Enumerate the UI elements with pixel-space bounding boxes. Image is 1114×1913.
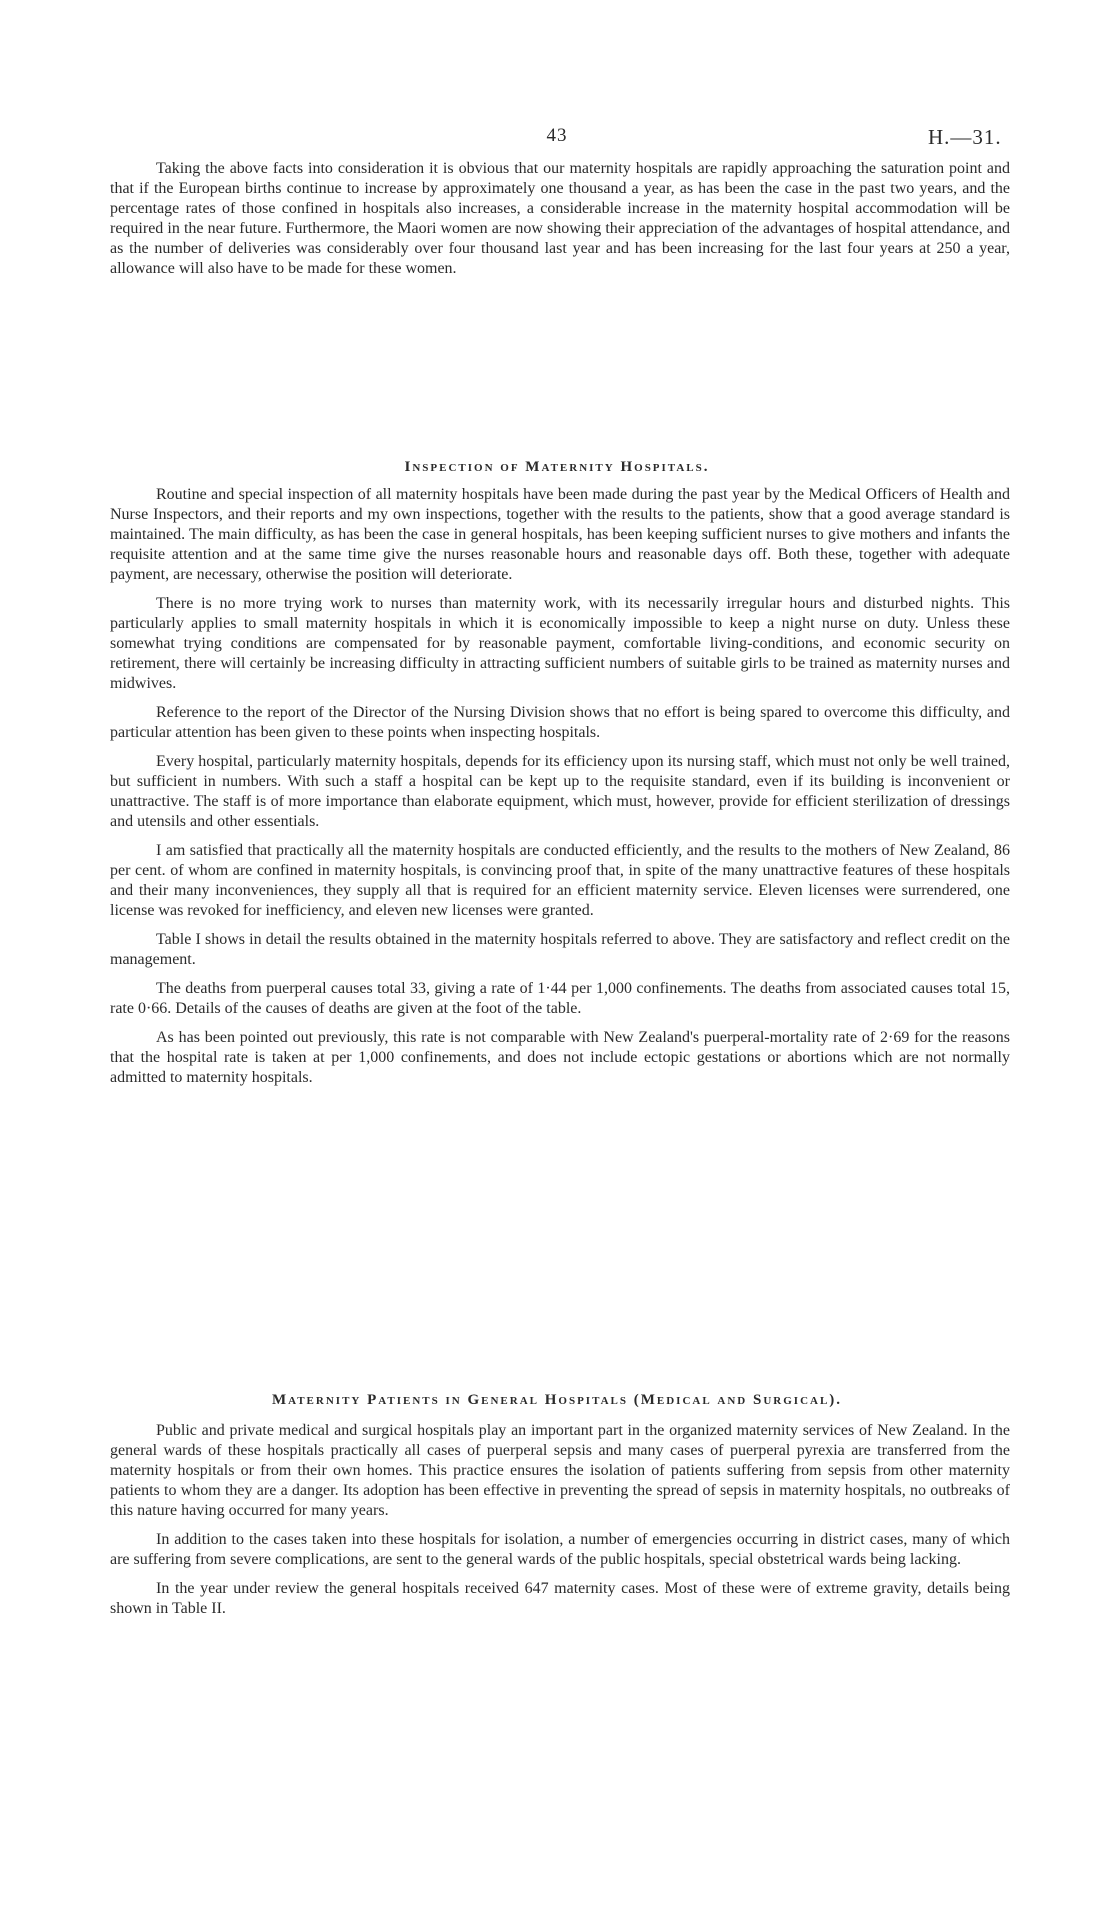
intro-section <box>110 159 1010 288</box>
general-paragraph-3: In the year under review the general hospitals received 647 maternity cases. Most of these were of extreme gravity, details being shown in Table II. <box>110 1580 1010 1617</box>
inspection-paragraph-8: As has been pointed out previously, this rate is not comparable with New Zealand's puerperal-mortality rate of 2·69 for the reasons that the hospital rate is taken at per 1,000 confinements, and does not include ectopic gestations or abortions which are not normally admitted to maternity hospitals. <box>110 1029 1010 1086</box>
inspection-paragraph-5: I am satisfied that practically all the maternity hospitals are conducted efficiently, and the results to the mothers of New Zealand, 86 per cent. of whom are confined in maternity hospitals, is convincing proof that, in spite of the many unattractive features of these hospitals and their many inconveniences, they supply all that is required for an efficient maternity service. Eleven licenses were surrendered, one license was revoked for inefficiency, and eleven new licenses were granted. <box>110 842 1010 919</box>
general-paragraph-2: In addition to the cases taken into these hospitals for isolation, a number of emergencies occurring in district cases, many of which are suffering from severe complications, are sent to the general wards of the public hospitals, special obstetrical wards being lacking. <box>110 1531 1010 1568</box>
intro-paragraph-1: Taking the above facts into consideration it is obvious that our maternity hospitals are rapidly approaching the saturation point and that if the European births continue to increase by approximately one thousand a year, as has been the case in the past two years, and the percentage rates of those confined in hospitals also increases, a considerable increase in the maternity hospital accommodation will be required in the near future. Furthermore, the Maori women are now showing their appreciation of the advantages of hospital attendance, and as the number of deliveries was considerably over four thousand last year and has been increasing for the last four years at 250 a year, allowance will also have to be made for these women. <box>110 160 1010 277</box>
inspection-paragraph-2: There is no more trying work to nurses than maternity work, with its necessarily irregular hours and disturbed nights. This particularly applies to small maternity hospitals in which it is economically impossible to keep a night nurse on duty. Unless these somewhat trying conditions are compensated for by reasonable payment, comfortable living-conditions, and economic security on retirement, there will certainly be increasing difficulty in attracting sufficient numbers of suitable girls to be trained as maternity nurses and midwives. <box>110 595 1010 692</box>
page-reference: H.—31. <box>928 125 1002 149</box>
inspection-paragraph-3: Reference to the report of the Director of the Nursing Division shows that no effort is being spared to overcome this difficulty, and particular attention has been given to these points when inspecting hospitals. <box>110 704 1010 741</box>
general-hospitals-heading: Maternity Patients in General Hospitals (Medical and Surgical). <box>271 1392 843 1408</box>
inspection-paragraph-6: Table I shows in detail the results obtained in the maternity hospitals referred to above. They are satisfactory and reflect credit on the management. <box>110 931 1010 968</box>
general-hospitals-section <box>110 1421 1010 1628</box>
inspection-paragraph-1: Routine and special inspection of all maternity hospitals have been made during the past year by the Medical Officers of Health and Nurse Inspectors, and their reports and my own inspections, together with the results to the patients, show that a good average standard is maintained. The main difficulty, as has been the case in general hospitals, has been keeping sufficient nurses to give mothers and infants the requisite attention and at the same time give the nurses reasonable hours and reasonable days off. Both these, together with adequate payment, are necessary, otherwise the position will deteriorate. <box>110 486 1010 583</box>
inspection-heading: Inspection of Maternity Hospitals. <box>404 459 710 475</box>
inspection-paragraph-7: The deaths from puerperal causes total 33, giving a rate of 1·44 per 1,000 confinements. The deaths from associated causes total 15, rate 0·66. Details of the causes of deaths are given at the foot of the table. <box>110 980 1010 1017</box>
inspection-paragraph-4: Every hospital, particularly maternity hospitals, depends for its efficiency upon its nursing staff, which must not only be well trained, but sufficient in numbers. With such a staff a hospital can be kept up to the requisite standard, even if its building is inconvenient or unattractive. The staff is of more importance than elaborate equipment, which must, however, provide for efficient sterilization of dressings and utensils and other essentials. <box>110 753 1010 830</box>
page-number: 43 <box>546 125 568 146</box>
general-paragraph-1: Public and private medical and surgical hospitals play an important part in the organized maternity services of New Zealand. In the general wards of these hospitals practically all cases of puerperal sepsis and many cases of puerperal pyrexia are transferred from the maternity hospitals or from their own homes. This practice ensures the isolation of patients suffering from sepsis from other maternity patients to whom they are a danger. Its adoption has been effective in preventing the spread of sepsis in maternity hospitals, no outbreaks of this nature having occurred for many years. <box>110 1422 1010 1519</box>
inspection-section <box>110 485 1010 1097</box>
